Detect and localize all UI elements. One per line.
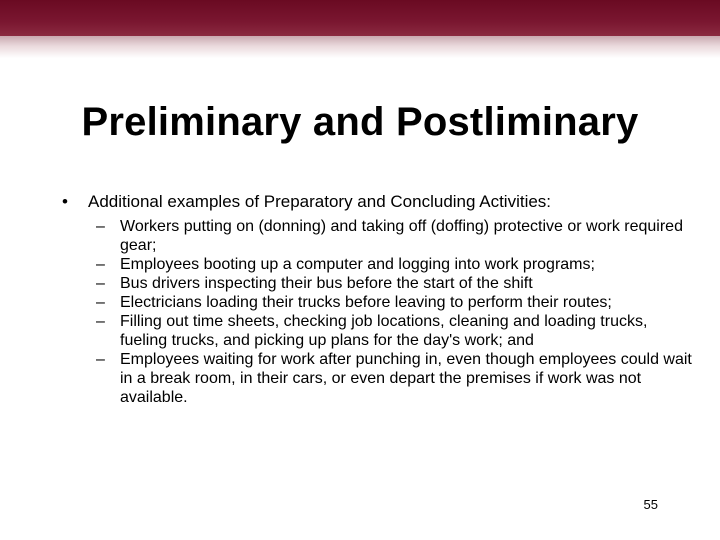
dash-marker: –: [96, 351, 105, 368]
list-item: [96, 255, 696, 274]
dash-marker: –: [96, 294, 105, 311]
dash-marker: –: [96, 275, 105, 292]
list-item: [96, 293, 696, 312]
dash-marker: –: [96, 256, 105, 273]
header-band-shadow: [0, 36, 720, 58]
list-item-text: Employees booting up a computer and logging into work programs;: [120, 256, 595, 273]
main-bullet-text: Additional examples of Preparatory and Concluding Activities:: [88, 192, 552, 211]
slide-title: Preliminary and Postliminary: [81, 100, 639, 144]
list-item-text: Employees waiting for work after punching in, even though employees could wait in a break room, in their cars, or even depart the premises if work was not available.: [120, 351, 692, 406]
list-item-text: Bus drivers inspecting their bus before the start of the shift: [120, 275, 533, 292]
list-item-text: Workers putting on (donning) and taking off (doffing) protective or work required gear;: [120, 218, 683, 254]
list-item: [96, 312, 696, 350]
page-number: 55: [643, 497, 658, 512]
list-item: [96, 350, 696, 407]
bullet-marker: •: [62, 192, 68, 211]
sub-bullet-list: [96, 217, 696, 407]
main-bullet: [62, 192, 702, 212]
list-item-text: Filling out time sheets, checking job locations, cleaning and loading trucks, fueling trucks, and picking up plans for the day's work; and: [120, 313, 648, 349]
dash-marker: –: [96, 313, 105, 330]
dash-marker: –: [96, 218, 105, 235]
header-band: [0, 0, 720, 36]
list-item: [96, 217, 696, 255]
list-item-text: Electricians loading their trucks before leaving to perform their routes;: [120, 294, 612, 311]
list-item: [96, 274, 696, 293]
